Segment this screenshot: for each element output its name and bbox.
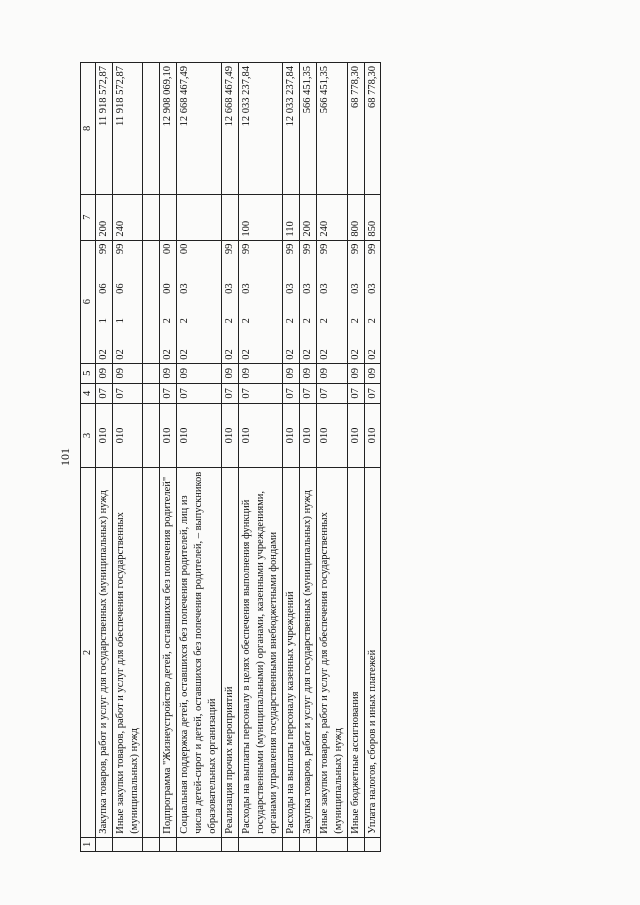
target-article-code <box>178 244 192 360</box>
row-number-cell <box>95 837 112 851</box>
subsection-cell: 09 <box>364 363 381 383</box>
expense-type-cell: 850 <box>364 194 381 240</box>
target-article-part: 02 <box>114 349 126 360</box>
row-number-cell <box>221 837 238 851</box>
target-article-part: 03 <box>179 283 191 294</box>
code-cell: 010 <box>283 403 300 467</box>
target-article-part: 06 <box>97 283 109 294</box>
header-cell: 4 <box>81 383 96 403</box>
target-article-part: 02 <box>366 349 378 360</box>
code-cell: 010 <box>95 403 112 467</box>
subsection-cell: 09 <box>112 363 143 383</box>
code-cell: 010 <box>177 403 222 467</box>
target-article-part: 00 <box>179 243 191 255</box>
header-cell: 8 <box>81 63 96 195</box>
target-article-cell <box>364 240 381 363</box>
target-article-part: 03 <box>366 283 378 294</box>
row-number-cell <box>160 837 177 851</box>
table-row <box>283 63 300 852</box>
subsection-cell <box>143 363 160 383</box>
target-article-part: 00 <box>162 283 174 294</box>
amount-cell: 68 778,30 <box>347 63 364 195</box>
table-row <box>317 63 348 852</box>
amount-cell: 12 908 069,10 <box>160 63 177 195</box>
rotated-content <box>58 62 580 852</box>
subsection-cell: 09 <box>283 363 300 383</box>
target-article-part: 2 <box>349 318 361 324</box>
amount-cell: 11 918 572,87 <box>112 63 143 195</box>
row-number-cell <box>347 837 364 851</box>
section-cell: 07 <box>160 383 177 403</box>
section-cell: 07 <box>347 383 364 403</box>
subsection-cell: 09 <box>95 363 112 383</box>
target-article-part: 2 <box>162 318 174 324</box>
table-row <box>347 63 364 852</box>
header-cell: 5 <box>81 363 96 383</box>
header-row <box>81 63 96 852</box>
amount-cell: 566 451,35 <box>317 63 348 195</box>
subsection-cell: 09 <box>238 363 283 383</box>
code-cell: 010 <box>238 403 283 467</box>
table-row <box>300 63 317 852</box>
target-article-part: 2 <box>179 318 191 324</box>
amount-cell: 566 451,35 <box>300 63 317 195</box>
target-article-cell <box>347 240 364 363</box>
row-number-cell <box>317 837 348 851</box>
header-cell: 3 <box>81 403 96 467</box>
target-article-part: 99 <box>366 243 378 255</box>
target-article-part: 02 <box>223 349 235 360</box>
target-article-code <box>97 244 111 360</box>
code-cell: 010 <box>364 403 381 467</box>
subsection-cell: 09 <box>317 363 348 383</box>
expense-type-cell: 110 <box>283 194 300 240</box>
amount-cell: 12 668 467,49 <box>177 63 222 195</box>
target-article-part: 02 <box>179 349 191 360</box>
expense-type-cell: 200 <box>95 194 112 240</box>
target-article-part: 99 <box>302 243 314 255</box>
header-cell: 1 <box>81 837 96 851</box>
header-cell: 2 <box>81 468 96 837</box>
row-number-cell <box>283 837 300 851</box>
header-cell: 6 <box>81 240 96 363</box>
page-number: 101 <box>58 448 72 466</box>
target-article-code <box>114 244 128 360</box>
target-article-cell <box>238 240 283 363</box>
target-article-part: 2 <box>302 318 314 324</box>
expense-type-cell: 800 <box>347 194 364 240</box>
target-article-code <box>366 244 380 360</box>
table-row <box>112 63 143 852</box>
target-article-part: 02 <box>97 349 109 360</box>
header-cell: 7 <box>81 194 96 240</box>
target-article-cell <box>300 240 317 363</box>
subsection-cell: 09 <box>160 363 177 383</box>
target-article-part: 02 <box>319 349 331 360</box>
target-article-part: 03 <box>223 283 235 294</box>
table-row <box>364 63 381 852</box>
target-article-part: 2 <box>285 318 297 324</box>
row-number-cell <box>112 837 143 851</box>
amount-cell: 11 918 572,87 <box>95 63 112 195</box>
expense-type-cell: 240 <box>317 194 348 240</box>
section-cell: 07 <box>364 383 381 403</box>
table-row <box>160 63 177 852</box>
code-cell: 010 <box>112 403 143 467</box>
target-article-part: 2 <box>223 318 235 324</box>
row-name-cell: Социальная поддержка детей, оставшихся без попечения родителей, лиц из числа детей-сирот и детей, оставшихся без попечения родителей, – выпускников образовательных организаций <box>177 468 222 837</box>
table-row <box>143 63 160 852</box>
target-article-part: 99 <box>319 243 331 255</box>
section-cell: 07 <box>238 383 283 403</box>
subsection-cell: 09 <box>221 363 238 383</box>
target-article-cell <box>143 240 160 363</box>
table-row <box>238 63 283 852</box>
section-cell: 07 <box>317 383 348 403</box>
amount-cell: 12 668 467,49 <box>221 63 238 195</box>
subsection-cell: 09 <box>300 363 317 383</box>
target-article-code <box>318 244 332 360</box>
row-number-cell <box>177 837 222 851</box>
target-article-cell <box>177 240 222 363</box>
target-article-part: 02 <box>240 349 252 360</box>
row-number-cell <box>300 837 317 851</box>
code-cell: 010 <box>317 403 348 467</box>
row-name-cell: Иные закупки товаров, работ и услуг для обеспечения государственных (муниципальных) нужд <box>317 468 348 837</box>
row-name-cell: Уплата налогов, сборов и иных платежей <box>364 468 381 837</box>
target-article-part: 02 <box>302 349 314 360</box>
target-article-code <box>301 244 315 360</box>
target-article-cell <box>112 240 143 363</box>
budget-table <box>80 62 381 852</box>
expense-type-cell <box>221 194 238 240</box>
row-name-cell: Реализация прочих мероприятий <box>221 468 238 837</box>
target-article-cell <box>317 240 348 363</box>
section-cell: 07 <box>221 383 238 403</box>
target-article-part: 2 <box>366 318 378 324</box>
target-article-part: 99 <box>285 243 297 255</box>
expense-type-cell: 240 <box>112 194 143 240</box>
target-article-part: 02 <box>162 349 174 360</box>
target-article-cell <box>160 240 177 363</box>
code-cell: 010 <box>160 403 177 467</box>
subsection-cell: 09 <box>347 363 364 383</box>
target-article-part: 99 <box>349 243 361 255</box>
row-name-cell: Закупка товаров, работ и услуг для государственных (муниципальных) нужд <box>300 468 317 837</box>
target-article-part: 03 <box>240 283 252 294</box>
target-article-part: 03 <box>302 283 314 294</box>
target-article-code <box>223 244 237 360</box>
amount-cell: 12 033 237,84 <box>283 63 300 195</box>
row-name-cell: Расходы на выплаты персоналу в целях обеспечения выполнения функций государственными (муниципальными) органами, казенными учреждениями, органами управления государственными внебюджетными фондами <box>238 468 283 837</box>
row-number-cell <box>238 837 283 851</box>
amount-cell <box>143 63 160 195</box>
code-cell: 010 <box>300 403 317 467</box>
target-article-part: 03 <box>349 283 361 294</box>
row-name-cell: Иные закупки товаров, работ и услуг для обеспечения государственных (муниципальных) нужд <box>112 468 143 837</box>
amount-cell: 12 033 237,84 <box>238 63 283 195</box>
section-cell: 07 <box>300 383 317 403</box>
row-name-cell <box>143 468 160 837</box>
code-cell <box>143 403 160 467</box>
section-cell <box>143 383 160 403</box>
target-article-part: 1 <box>97 318 109 324</box>
target-article-part: 03 <box>319 283 331 294</box>
row-name-cell: Подпрограмма "Жизнеустройство детей, оставшихся без попечения родителей" <box>160 468 177 837</box>
target-article-part: 99 <box>114 243 126 255</box>
row-number-cell <box>364 837 381 851</box>
target-article-part: 2 <box>319 318 331 324</box>
section-cell: 07 <box>95 383 112 403</box>
target-article-code <box>349 244 363 360</box>
row-name-cell: Закупка товаров, работ и услуг для государственных (муниципальных) нужд <box>95 468 112 837</box>
amount-cell: 68 778,30 <box>364 63 381 195</box>
expense-type-cell: 200 <box>300 194 317 240</box>
target-article-cell <box>95 240 112 363</box>
target-article-part: 99 <box>240 243 252 255</box>
expense-type-cell <box>160 194 177 240</box>
table-row <box>95 63 112 852</box>
target-article-code <box>240 244 254 360</box>
section-cell: 07 <box>283 383 300 403</box>
target-article-code <box>161 244 175 360</box>
target-article-part: 00 <box>162 243 174 255</box>
expense-type-cell: 100 <box>238 194 283 240</box>
section-cell: 07 <box>112 383 143 403</box>
target-article-part: 1 <box>114 318 126 324</box>
row-number-cell <box>143 837 160 851</box>
target-article-part: 03 <box>285 283 297 294</box>
row-name-cell: Расходы на выплаты персоналу казенных учреждений <box>283 468 300 837</box>
expense-type-cell <box>177 194 222 240</box>
target-article-part: 02 <box>349 349 361 360</box>
row-name-cell: Иные бюджетные ассигнования <box>347 468 364 837</box>
target-article-cell <box>283 240 300 363</box>
target-article-part: 2 <box>240 318 252 324</box>
code-cell: 010 <box>347 403 364 467</box>
target-article-part: 06 <box>114 283 126 294</box>
expense-type-cell <box>143 194 160 240</box>
code-cell: 010 <box>221 403 238 467</box>
table-row <box>177 63 222 852</box>
target-article-cell <box>221 240 238 363</box>
target-article-part: 02 <box>285 349 297 360</box>
subsection-cell: 09 <box>177 363 222 383</box>
table-row <box>221 63 238 852</box>
target-article-part: 99 <box>223 243 235 255</box>
section-cell: 07 <box>177 383 222 403</box>
target-article-code <box>284 244 298 360</box>
target-article-part: 99 <box>97 243 109 255</box>
